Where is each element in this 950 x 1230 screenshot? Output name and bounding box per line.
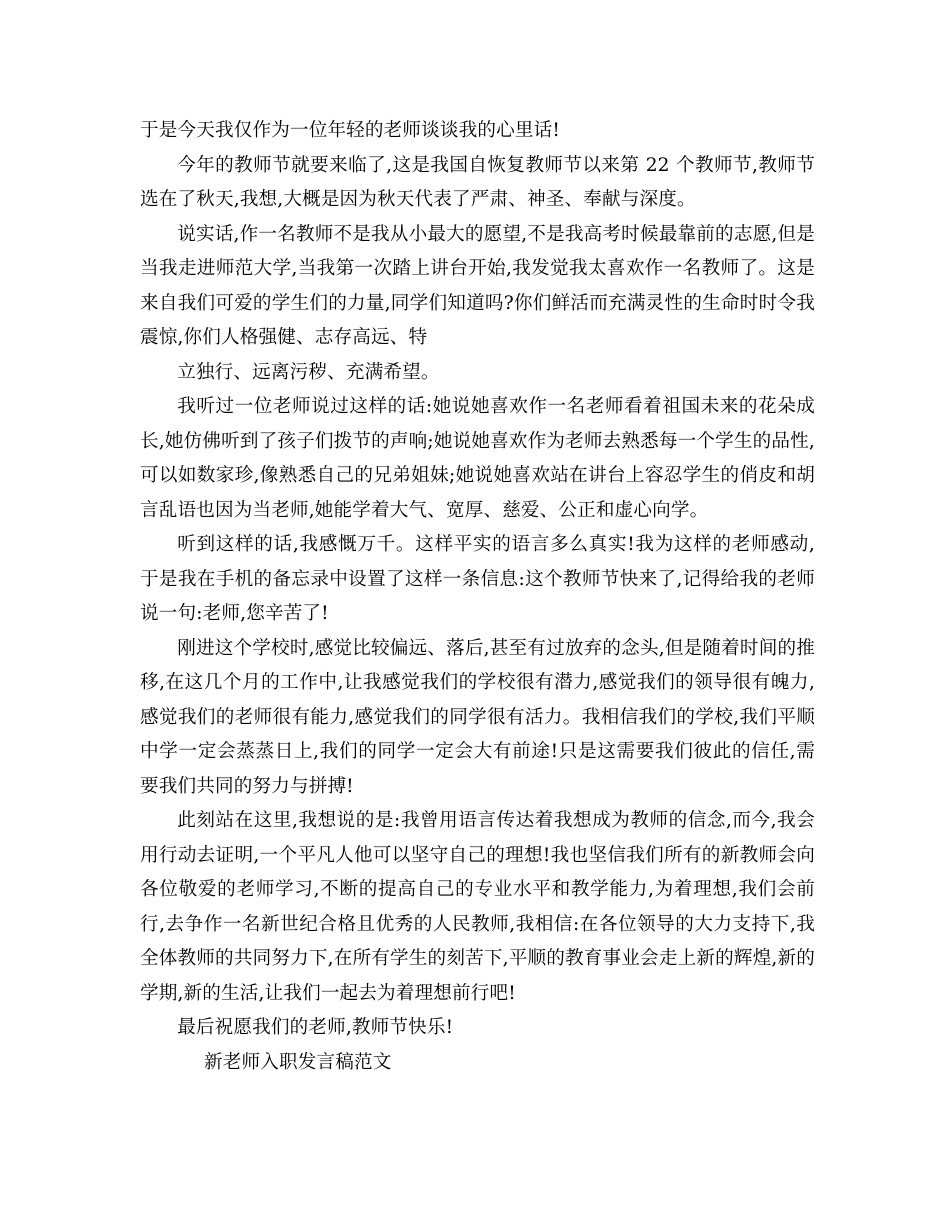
paragraph-teacher-quote: 我听过一位老师说过这样的话:她说她喜欢作一名老师看着祖国未来的花朵成长,她仿佛听到了孩子们拨节的声响;她说她喜欢作为老师去熟悉每一个学生的品性,可以如数家珍,像熟悉自己的兄弟姐妹;她说她喜欢站在讲台上容忍学生的俏皮和胡言乱语也因为当老师,她能学着大气、宽厚、慈爱、公正和虚心向学。: [140, 396, 815, 521]
paragraph-commitment: 此刻站在这里,我想说的是:我曾用语言传达着我想成为教师的信念,而今,我会用行动去证明,一个平凡人他可以坚守自己的理想!我也坚信我们所有的新教师会向各位敬爱的老师学习,不断的提高自己的专业水平和教学能力,为着理想,我们会前行,去争作一名新世纪合格且优秀的人民教师,我相信:在各位领导的大力支持下,我全体教师的共同努力下,在所有学生的刻苦下,平顺的教育事业会走上新的辉煌,新的学期,新的生活,让我们一起去为着理想前行吧!: [140, 810, 815, 1004]
paragraph-closing-wish: 最后祝愿我们的老师,教师节快乐!: [177, 1017, 454, 1038]
paragraph-honest-words: 说实话,作一名教师不是我从小最大的愿望,不是我高考时候最靠前的志愿,但是当我走进师范大学,当我第一次踏上讲台开始,我发觉我太喜欢作一名教师了。这是来自我们可爱的学生们的力量,同学们知道吗?你们鲜活而充满灵性的生命时时令我震惊,你们人格强健、志存高远、特: [140, 223, 815, 348]
paragraph-reflection: 听到这样的话,我感慨万千。这样平实的语言多么真实!我为这样的老师感动,于是我在手机的备忘录中设置了这样一条信息:这个教师节快来了,记得给我的老师说一句:老师,您辛苦了!: [140, 534, 815, 624]
paragraph-continuation: 于是今天我仅作为一位年轻的老师谈谈我的心里话!: [140, 120, 560, 141]
paragraph-teachers-day: 今年的教师节就要来临了,这是我国自恢复教师节以来第 22 个教师节,教师节选在了秋天,我想,大概是因为秋天代表了严肃、神圣、奉献与深度。: [140, 154, 815, 210]
paragraph-fragment: 立独行、远离污秽、充满希望。: [177, 361, 440, 383]
paragraph-school: 刚进这个学校时,感觉比较偏远、落后,甚至有过放弃的念头,但是随着时间的推移,在这几个月的工作中,让我感觉我们的学校很有潜力,感觉我们的领导很有魄力,感觉我们的老师很有能力,感觉我们的同学很有活力。我相信我们的学校,我们平顺中学一定会蒸蒸日上,我们的同学一定会大有前途!只是这需要我们彼此的信任,需要我们共同的努力与拼搏!: [140, 637, 815, 797]
section-title: 新老师入职发言稿范文: [204, 1051, 392, 1073]
speech-text: [140, 114, 815, 1080]
